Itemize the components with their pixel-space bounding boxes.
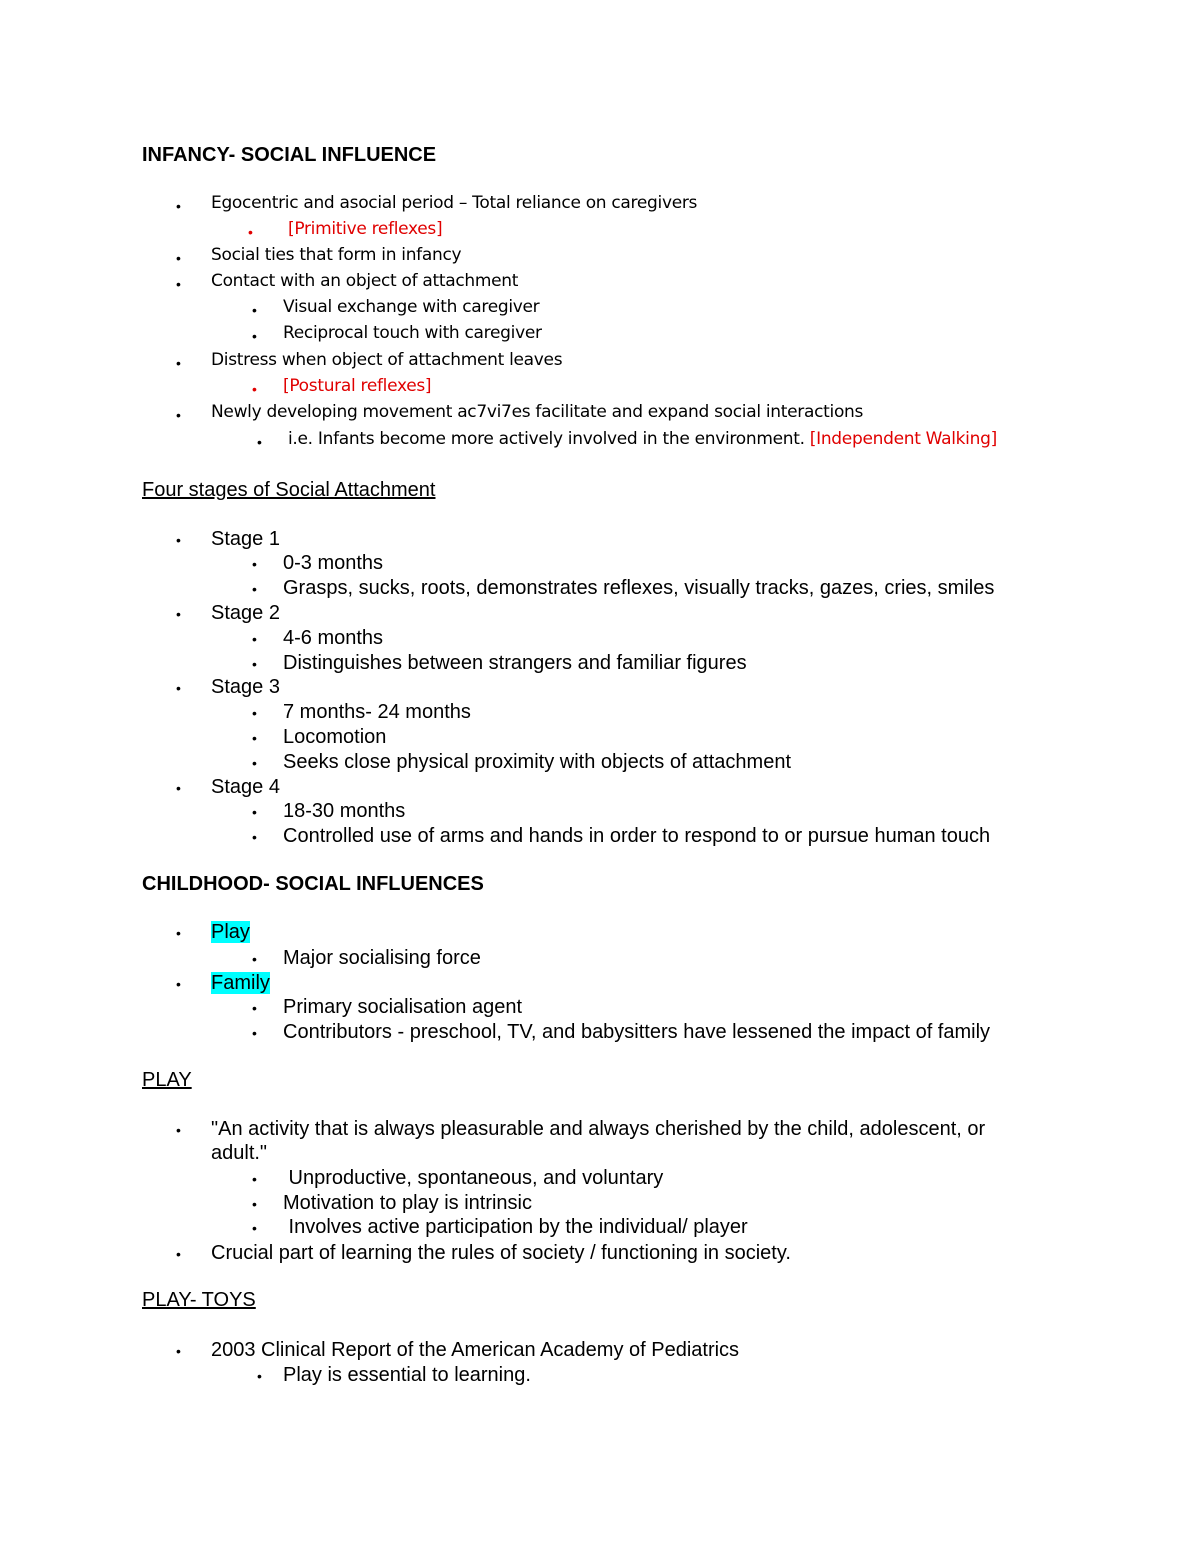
list-item: Motivation to play is intrinsic <box>283 1192 532 1214</box>
list-item: Stage 4 <box>211 776 280 798</box>
list-item: Stage 2 <box>211 602 280 624</box>
bullet-icon: • <box>176 250 181 266</box>
bullet-icon: • <box>176 680 181 696</box>
list-item-continuation: adult." <box>211 1142 268 1164</box>
list-item: Unproductive, spontaneous, and voluntary <box>283 1167 664 1189</box>
list-item: Involves active participation by the individual/ player <box>283 1216 748 1238</box>
bullet-icon: • <box>252 1196 257 1212</box>
section-heading-play: PLAY <box>142 1069 192 1091</box>
list-item: Locomotion <box>283 726 387 748</box>
section-heading-childhood: CHILDHOOD- SOCIAL INFLUENCES <box>142 873 484 895</box>
bullet-icon: • <box>252 804 257 820</box>
list-item: Contact with an object of attachment <box>211 271 519 291</box>
bullet-icon: • <box>176 532 181 548</box>
bullet-icon: • <box>252 1171 257 1187</box>
bullet-icon: • <box>176 976 181 992</box>
bullet-icon: • <box>176 407 181 423</box>
list-item: Major socialising force <box>283 947 481 969</box>
list-item: Distinguishes between strangers and familiar figures <box>283 652 747 674</box>
bullet-icon: • <box>252 302 257 318</box>
bullet-icon: • <box>257 434 262 450</box>
list-item: Reciprocal touch with caregiver <box>283 323 542 343</box>
bullet-icon: • <box>176 198 181 214</box>
list-item: Grasps, sucks, roots, demonstrates reflexes, visually tracks, gazes, cries, smiles <box>283 577 995 599</box>
list-item: Distress when object of attachment leaves <box>211 350 563 370</box>
list-item: 7 months- 24 months <box>283 701 471 723</box>
list-item: Play is essential to learning. <box>283 1364 531 1386</box>
list-item: 0-3 months <box>283 552 384 574</box>
list-item: [Postural reflexes] <box>283 376 432 396</box>
list-item <box>211 973 270 993</box>
bullet-icon: • <box>252 951 257 967</box>
bullet-icon: • <box>252 631 257 647</box>
list-item: Contributors - preschool, TV, and babysitters have lessened the impact of family <box>283 1021 991 1043</box>
bullet-icon: • <box>252 556 257 572</box>
bullet-icon: • <box>252 730 257 746</box>
bullet-icon: • <box>176 780 181 796</box>
list-item <box>211 922 250 942</box>
list-item: "An activity that is always pleasurable and always cherished by the child, adolescent, or <box>211 1118 986 1140</box>
bullet-icon: • <box>176 1343 181 1359</box>
list-item: 18-30 months <box>283 800 406 822</box>
list-item: Social ties that form in infancy <box>211 245 462 265</box>
bullet-icon: • <box>252 705 257 721</box>
list-item: Newly developing movement ac7vi7es facilitate and expand social interactions <box>211 402 864 422</box>
bullet-icon: • <box>176 925 181 941</box>
bullet-icon: • <box>252 656 257 672</box>
bullet-icon: • <box>252 381 257 397</box>
list-item: Stage 3 <box>211 676 280 698</box>
list-item: 4-6 months <box>283 627 384 649</box>
list-item: Egocentric and asocial period – Total reliance on caregivers <box>211 193 698 213</box>
bullet-icon: • <box>176 355 181 371</box>
bullet-icon: • <box>252 581 257 597</box>
list-item-red-text: [Independent Walking] <box>809 429 997 449</box>
highlighted-text: Family <box>211 972 270 994</box>
bullet-icon: • <box>252 829 257 845</box>
list-item <box>288 431 997 448</box>
list-item: 2003 Clinical Report of the American Academy of Pediatrics <box>211 1339 740 1361</box>
bullet-icon: • <box>252 328 257 344</box>
bullet-icon: • <box>257 1368 262 1384</box>
bullet-icon: • <box>176 1246 181 1262</box>
bullet-icon: • <box>176 276 181 292</box>
list-item: Stage 1 <box>211 528 280 550</box>
bullet-icon: • <box>248 224 253 240</box>
bullet-icon: • <box>252 1220 257 1236</box>
bullet-icon: • <box>176 1122 181 1138</box>
list-item: Visual exchange with caregiver <box>283 297 540 317</box>
list-item-text: i.e. Infants become more actively involved in the environment. <box>288 429 810 449</box>
bullet-icon: • <box>252 755 257 771</box>
section-heading-infancy: INFANCY- SOCIAL INFLUENCE <box>142 144 437 166</box>
list-item: Seeks close physical proximity with objects of attachment <box>283 751 791 773</box>
list-item: Controlled use of arms and hands in order to respond to or pursue human touch <box>283 825 991 847</box>
section-heading-toys: PLAY- TOYS <box>142 1289 256 1311</box>
list-item: [Primitive reflexes] <box>288 219 443 239</box>
list-item: Crucial part of learning the rules of society / functioning in society. <box>211 1242 791 1264</box>
bullet-icon: • <box>176 606 181 622</box>
list-item: Primary socialisation agent <box>283 996 522 1018</box>
highlighted-text: Play <box>211 921 250 943</box>
section-heading-attachment: Four stages of Social Attachment <box>142 479 436 501</box>
bullet-icon: • <box>252 1025 257 1041</box>
bullet-icon: • <box>252 1000 257 1016</box>
